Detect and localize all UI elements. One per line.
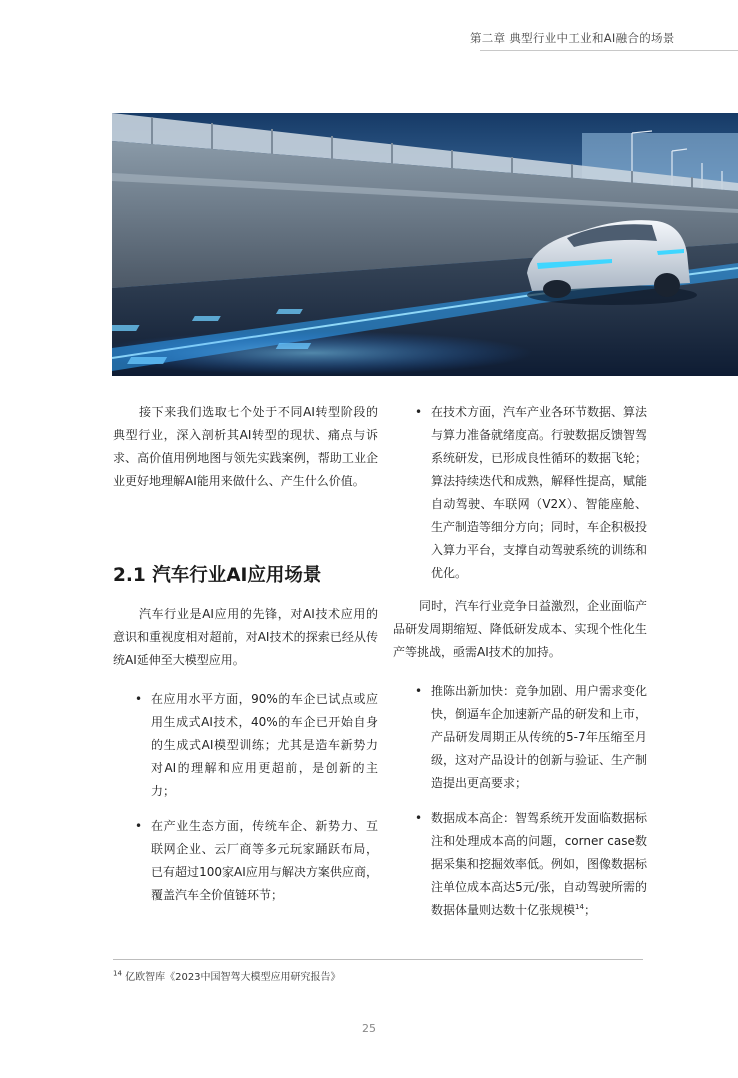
list-item [393,401,647,585]
bullet-dot-icon: • [415,405,423,419]
list-item [393,680,647,795]
footnote-text: 亿欧智库《2023中国智驾大模型应用研究报告》 [121,972,341,983]
bullet-dot-icon: • [415,811,423,825]
list-item [113,688,378,803]
footnote-reference[interactable]: 14 [575,903,584,911]
footnote [113,968,341,983]
chapter-title: 第二章 典型行业中工业和AI融合的场景 [470,31,675,45]
bullet-tail: ； [583,903,596,917]
list-item [393,807,647,922]
header-rule [480,50,738,51]
bullet-text: 数据成本高企：智驾系统开发面临数据标注和处理成本高的问题，corner case数据采集和挖掘效率低。例如，图像数据标注单位成本高达5元/张，自动驾驶所需的数据体量则达数十亿张规模 [431,811,648,917]
list-item [113,815,378,907]
footnote-rule [113,959,643,960]
right-bullet-list [393,680,647,922]
footnote-number: 14 [113,969,122,978]
intro-paragraph: 接下来我们选取七个处于不同AI转型阶段的典型行业，深入剖析其AI转型的现状、痛点与诉求、高价值用例地图与领先实践案例，帮助工业企业更好地理解AI能用来做什么、产生什么价值。 [113,405,378,488]
page-number: 25 [362,1022,376,1035]
bullet-text: 在产业生态方面，传统车企、新势力、互联网企业、云厂商等多元玩家踊跃布局，已有超过100家AI应用与解决方案供应商，覆盖汽车全价值链环节； [151,819,378,902]
left-column [113,401,378,907]
bullet-text: 推陈出新加快：竞争加剧、用户需求变化快，倒逼车企加速新产品的研发和上市，产品研发周期正从传统的5-7年压缩至月级，这对产品设计的创新与验证、生产制造提出更高要求； [431,684,648,790]
bullet-text: 在技术方面，汽车产业各环节数据、算法与算力准备就绪度高。行驶数据反馈智驾系统研发，已形成良性循环的数据飞轮；算法持续迭代和成熟，解释性提高，赋能自动驾驶、车联网（V2X）、智能座舱、生产制造等细分方向；同时，车企积极投入算力平台，支撑自动驾驶系统的训练和优化。 [431,405,648,580]
bullet-dot-icon: • [135,692,143,706]
bullet-text: 在应用水平方面，90%的车企已试点或应用生成式AI技术，40%的车企已开始自身的生成式AI模型训练；尤其是造车新势力对AI的理解和应用更超前，是创新的主力； [151,692,378,798]
hero-image-autonomous-car [112,113,738,376]
right-column [393,401,647,922]
bullet-dot-icon: • [135,819,143,833]
section-title: 2.1 汽车行业AI应用场景 [113,565,322,586]
hero-illustration [112,113,738,376]
right-paragraph: 同时，汽车行业竞争日益激烈，企业面临产品研发周期缩短、降低研发成本、实现个性化生产等挑战，亟需AI技术的加持。 [393,599,648,659]
bullet-dot-icon: • [415,684,423,698]
right-bullet-list-top [393,401,647,585]
section-lead-paragraph: 汽车行业是AI应用的先锋，对AI技术应用的意识和重视度相对超前，对AI技术的探索已经从传统AI延伸至大模型应用。 [113,607,378,667]
left-bullet-list [113,688,378,907]
